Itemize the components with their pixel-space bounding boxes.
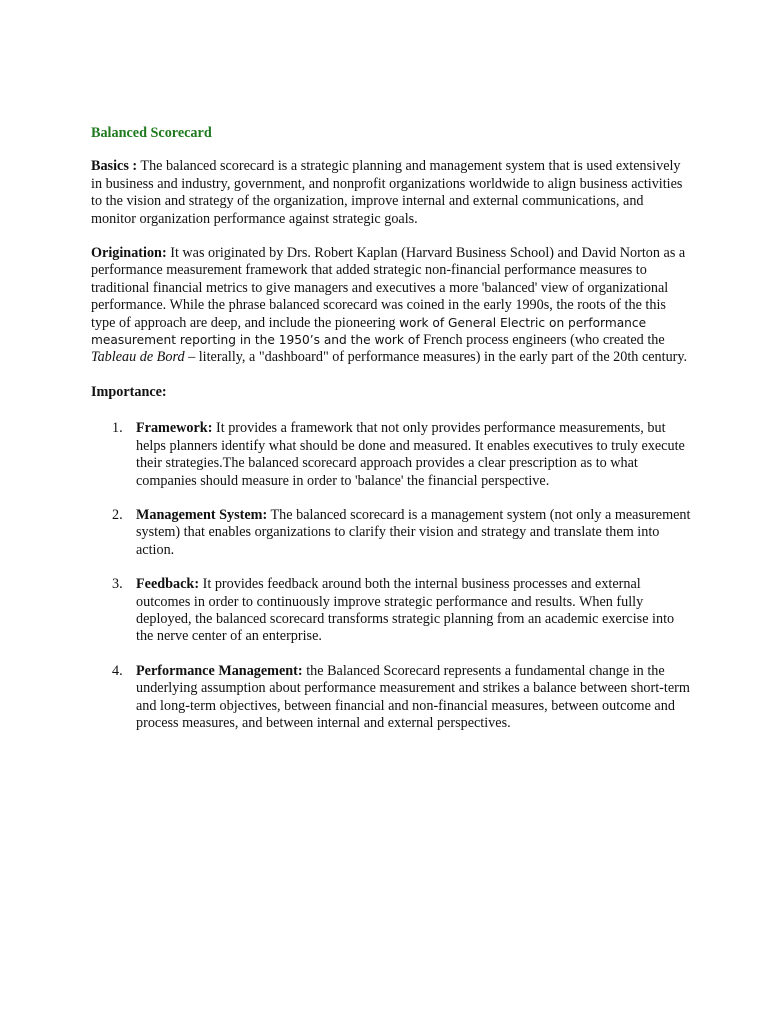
list-item-label: Performance Management: (136, 662, 303, 679)
basics-paragraph (91, 158, 691, 228)
origination-text-2: French process engineers (who created the (419, 332, 665, 349)
origination-text-1: It was originated by Drs. Robert Kaplan (Harvard Business School) and David Norton as a performance measurement framework that added strategic non-financial performance measures to traditional financial metrics to give managers and executives a more 'balanced' view of organizational performance. While the phrase balanced scorecard was coined in the early 1990s, the roots of the this type of approach are deep, and include the pioneering (91, 245, 686, 331)
origination-italic: Tableau de Bord (91, 349, 185, 366)
list-item-number: 1. (112, 420, 123, 437)
list-item (91, 576, 691, 646)
basics-text: The balanced scorecard is a strategic planning and management system that is used extensively in business and industry, government, and nonprofit organizations worldwide to align business activities to the vision and strategy of the organization, improve internal and external communications, and monitor organization performance against strategic goals. (91, 158, 683, 227)
list-item-number: 2. (112, 506, 123, 523)
document-body (91, 125, 691, 749)
document-title: Balanced Scorecard (91, 125, 212, 141)
importance-heading: Importance: (91, 383, 167, 400)
list-item-number: 4. (112, 662, 123, 679)
importance-list (91, 420, 691, 732)
origination-label: Origination: (91, 245, 167, 262)
list-item-text: It provides a framework that not only provides performance measurements, but helps planners identify what should be done and measured. It enables executives to truly execute their strategies.The balanced scorecard approach provides a clear prescription as to what companies should measure in order to 'balance' the financial perspective. (136, 420, 685, 489)
list-item (91, 420, 691, 490)
list-item-text: It provides feedback around both the internal business processes and external outcomes in order to continuously improve strategic performance and results. When fully deployed, the balanced scorecard transforms strategic planning from an academic exercise into the nerve center of an enterprise. (136, 576, 675, 645)
origination-text-sans: work of General Electric on performance measurement reporting in the 1950’s and the work of (91, 315, 647, 348)
list-item-number: 3. (112, 576, 123, 593)
list-item (91, 663, 691, 733)
origination-paragraph (91, 245, 691, 367)
list-item-label: Management System: (136, 506, 268, 523)
origination-text-3: – literally, a "dashboard" of performance measures) in the early part of the 20th century. (184, 349, 688, 366)
basics-label: Basics : (91, 158, 138, 175)
list-item-label: Framework: (136, 420, 213, 437)
list-item-text: The balanced scorecard is a management system (not only a measurement system) that enables organizations to clarify their vision and strategy and translate them into action. (136, 506, 691, 558)
list-item-text: the Balanced Scorecard represents a fundamental change in the underlying assumption about performance measurement and strikes a balance between short-term and long-term objectives, between financial and non-financial measures, between outcome and process measures, and between internal and external perspectives. (136, 662, 690, 731)
list-item-label: Feedback: (136, 576, 200, 593)
list-item (91, 507, 691, 559)
